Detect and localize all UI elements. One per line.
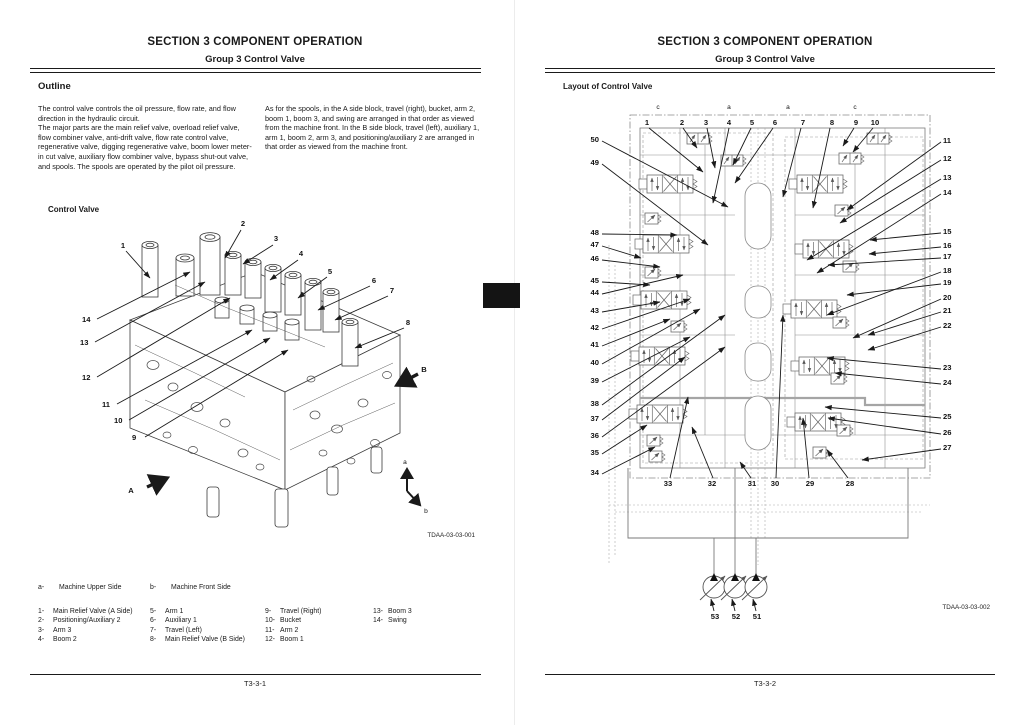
- view-label-b: B: [421, 365, 427, 374]
- legend-col-1: [38, 607, 133, 644]
- callout-leader: [602, 141, 728, 207]
- legend-item: [150, 583, 231, 592]
- page-seam: [514, 0, 515, 725]
- view-arrow-b: [397, 365, 427, 385]
- legend-key: 4-: [38, 635, 45, 643]
- callout-leader: [825, 407, 941, 418]
- paragraph-1: The control valve controls the oil pressure, flow rate, and flow direction in the hydraulic circuit.: [38, 104, 236, 123]
- callout-leader: [732, 599, 735, 611]
- group-title: Group 3 Control Valve: [715, 54, 815, 65]
- callout-number: 22: [943, 321, 952, 330]
- callout-number: 46: [590, 254, 599, 263]
- callout-number: 3: [703, 118, 709, 127]
- callout-number: 20: [943, 293, 952, 302]
- header-rule: [30, 68, 481, 73]
- page-number: T3-3-1: [243, 679, 267, 688]
- legend-item: [38, 616, 133, 625]
- legend-label: Arm 3: [53, 626, 72, 634]
- callout-number: 37: [590, 414, 599, 423]
- body-column-2: [265, 104, 483, 152]
- legend-item: [373, 607, 412, 616]
- legend-key: 10-: [265, 617, 275, 625]
- legend-label: Positioning/Auxiliary 2: [53, 617, 121, 625]
- legend-label: Main Relief Valve (B Side): [165, 635, 245, 643]
- legend-item: [150, 607, 245, 616]
- callout-leader: [740, 462, 751, 478]
- callout-number: 30: [770, 479, 780, 488]
- callout-number: 24: [943, 378, 952, 387]
- callout-leader: [847, 142, 941, 210]
- legend-key: 6-: [150, 617, 157, 625]
- legend-item: [38, 626, 133, 635]
- callout-number: 26: [943, 428, 952, 437]
- footer-rule: [30, 674, 481, 675]
- valve-body-art: [130, 233, 400, 527]
- callout-number: 40: [590, 358, 599, 367]
- pump-symbol: [742, 573, 767, 600]
- callout-number: 13: [80, 338, 89, 347]
- legend-label: Boom 1: [280, 635, 304, 643]
- callout-number: c: [656, 104, 660, 111]
- legend-key: 3-: [38, 626, 45, 634]
- callout-number: 48: [590, 228, 599, 237]
- legend-key: 7-: [150, 626, 157, 634]
- legend-col-2: [150, 607, 245, 644]
- legend-key: 5-: [150, 608, 157, 615]
- callout-number: 12: [943, 154, 952, 163]
- callout-number: 6: [371, 276, 377, 285]
- callout-number: 4: [298, 249, 304, 258]
- callout-leader: [602, 234, 677, 235]
- outline-heading: Outline: [38, 81, 71, 92]
- legend-item: [265, 616, 321, 625]
- legend-key: a-: [38, 584, 45, 591]
- legend-item: [38, 635, 133, 644]
- callout-leader: [847, 284, 941, 295]
- legend-key: 2-: [38, 617, 45, 625]
- legend-col-3: [265, 607, 321, 644]
- axis-indicator: [403, 459, 428, 515]
- callout-leader: [711, 599, 714, 611]
- legend-key: 11-: [265, 626, 275, 634]
- callout-number: c: [853, 104, 857, 111]
- callout-number: 53: [710, 612, 720, 621]
- view-arrow-a: [128, 478, 167, 495]
- legend-item: [38, 607, 133, 616]
- callout-leader: [335, 296, 388, 320]
- callout-number: 52: [731, 612, 741, 621]
- callout-number: 9: [132, 433, 137, 442]
- paragraph-3: As for the spools, in the A side block, travel (right), bucket, arm 2, boom 1, boom 3, and swing are arranged in that order as viewed from the machine front. In the B side block, travel (left), auxiliary 1, arm 1, boom 2, arm 3, and positioning/auxiliary 2 are arranged in that order as viewed from the machine front.: [265, 104, 480, 152]
- callout-number: 1: [120, 241, 126, 250]
- legend-label: Bucket: [280, 617, 302, 625]
- section-title: SECTION 3 COMPONENT OPERATION: [147, 36, 363, 48]
- legend-item: [150, 635, 245, 644]
- legend-key: b-: [150, 584, 157, 591]
- callout-number: 45: [590, 276, 599, 285]
- pump-symbol: [721, 573, 746, 600]
- callout-leader: [853, 299, 941, 338]
- axis-label-b: b: [424, 508, 428, 515]
- callout-number: 51: [752, 612, 762, 621]
- callout-number: 10: [114, 416, 123, 425]
- legend-item: [150, 616, 245, 625]
- callout-number: 31: [747, 479, 757, 488]
- callout-number: 39: [590, 376, 599, 385]
- callout-number: 4: [726, 118, 732, 127]
- control-valve-figure: [75, 215, 485, 545]
- callout-number: 34: [590, 468, 599, 477]
- paragraph-2: The major parts are the main relief valve, overload relief valve, flow combiner valve, anti-drift valve, flow rate control valve, regenerative valve, digging regenerative valve, boom lower meter-in cut valve, auxiliary flow combiner valve, bypass shut-out valve, and spools. The spools are operated by the pilot oil pressure.: [38, 123, 252, 171]
- legend-label: Arm 1: [165, 608, 184, 615]
- callout-number: 12: [82, 373, 91, 382]
- callout-leader: [862, 449, 941, 460]
- callout-number: 33: [663, 479, 673, 488]
- callout-number: 36: [590, 431, 599, 440]
- callout-number: 7: [389, 286, 395, 295]
- callout-leader: [827, 450, 848, 478]
- callout-leader: [813, 128, 830, 208]
- callout-leader: [602, 319, 670, 346]
- callout-leader: [707, 128, 715, 168]
- callout-number: 5: [327, 267, 333, 276]
- callout-leader: [602, 260, 660, 267]
- legend-label: Machine Front Side: [171, 584, 231, 591]
- callout-number: 41: [590, 340, 599, 349]
- legend-item: [265, 626, 321, 635]
- callout-number: 35: [590, 448, 599, 457]
- legend-item: [265, 635, 321, 644]
- legend-label: Main Relief Valve (A Side): [53, 608, 133, 615]
- legend-label: Boom 3: [388, 608, 412, 615]
- callout-number: 14: [943, 188, 952, 197]
- callout-number: 19: [943, 278, 952, 287]
- callout-number: 23: [943, 363, 952, 372]
- callout-leader: [776, 315, 783, 478]
- callout-number: 43: [590, 306, 599, 315]
- callout-number: 21: [943, 306, 952, 315]
- callout-number: 49: [590, 158, 599, 167]
- axis-label-a: a: [403, 459, 407, 466]
- figure-code: TDAA-03-03-002: [942, 604, 990, 611]
- callout-number: 10: [870, 118, 880, 127]
- legend-key: 12-: [265, 635, 275, 643]
- callout-number: 11: [943, 136, 952, 145]
- callout-number: a: [786, 104, 790, 111]
- legend-label: Swing: [388, 617, 407, 625]
- section-title: SECTION 3 COMPONENT OPERATION: [657, 36, 873, 48]
- callout-number: 18: [943, 266, 952, 275]
- callout-number: 47: [590, 240, 599, 249]
- callout-number: 28: [845, 479, 855, 488]
- callout-number: 13: [943, 173, 952, 182]
- schematic-frame: [609, 115, 930, 600]
- callout-leader: [753, 599, 756, 611]
- legend-key: 14-: [373, 617, 383, 625]
- legend-key: 9-: [265, 608, 272, 615]
- legend-label: Arm 2: [280, 626, 299, 634]
- callout-number: 5: [749, 118, 755, 127]
- callout-leader: [602, 447, 655, 474]
- control-valve-schematic: [585, 95, 1010, 640]
- view-label-a: A: [128, 486, 134, 495]
- callout-number: 29: [805, 479, 815, 488]
- page-number: T3-3-2: [753, 679, 777, 688]
- legend-item: [38, 583, 121, 592]
- legend-item: [373, 616, 412, 625]
- legend-key: 13-: [373, 608, 383, 615]
- callout-number: 17: [943, 252, 952, 261]
- legend-item: [150, 626, 245, 635]
- callout-number: 50: [590, 135, 599, 144]
- figure-heading: Layout of Control Valve: [563, 82, 653, 91]
- callout-leader: [827, 272, 941, 315]
- legend-label: Auxiliary 1: [165, 617, 197, 625]
- legend-key: 1-: [38, 608, 45, 615]
- callout-leader: [692, 427, 713, 478]
- callout-number: 2: [679, 118, 685, 127]
- body-column-1: [38, 104, 253, 171]
- callout-number: a: [727, 104, 731, 111]
- legend-label: Travel (Left): [165, 626, 202, 634]
- header-rule: [545, 68, 995, 73]
- legend-label: Machine Upper Side: [59, 584, 122, 591]
- callout-number: 2: [240, 219, 246, 228]
- group-title: Group 3 Control Valve: [205, 54, 305, 65]
- callout-number: 42: [590, 323, 599, 332]
- callout-number: 9: [853, 118, 859, 127]
- callout-number: 32: [707, 479, 717, 488]
- callout-number: 11: [102, 400, 111, 409]
- callout-number: 16: [943, 241, 952, 250]
- callout-number: 3: [273, 234, 279, 243]
- figure-title: Control Valve: [48, 205, 100, 214]
- legend-label: Travel (Right): [280, 608, 322, 615]
- legend-axis-col-1: [38, 583, 121, 592]
- figure-code: TDAA-03-03-001: [427, 532, 475, 539]
- legend-key: 8-: [150, 635, 157, 643]
- callout-number: 6: [772, 118, 778, 127]
- section-tab-marker: [483, 283, 520, 308]
- legend-col-4: [373, 607, 412, 626]
- pump-symbol: [700, 573, 725, 600]
- legend-axis-col-2: [150, 583, 231, 592]
- callout-number: 38: [590, 399, 599, 408]
- callout-number: 8: [829, 118, 835, 127]
- callout-number: 8: [405, 318, 411, 327]
- callout-number: 1: [644, 118, 650, 127]
- callout-number: 27: [943, 443, 952, 452]
- legend-item: [265, 607, 321, 616]
- callout-number: 15: [943, 227, 952, 236]
- footer-rule: [545, 674, 995, 675]
- legend-label: Boom 2: [53, 635, 77, 643]
- callout-number: 25: [943, 412, 952, 421]
- callout-number: 44: [590, 288, 599, 297]
- callout-number: 14: [82, 315, 91, 324]
- callout-number: 7: [800, 118, 806, 127]
